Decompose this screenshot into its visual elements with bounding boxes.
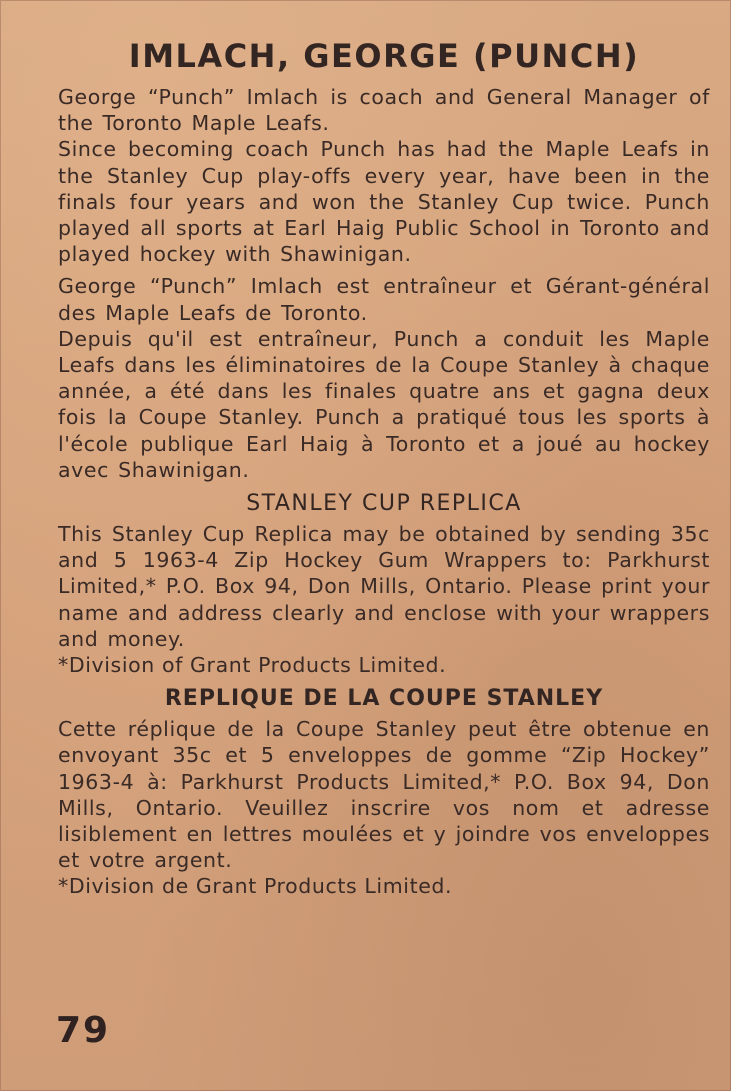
bio-english-line-2: Since becoming coach Punch has had the Maple Leafs in the Stanley Cup play-offs every year, have been in the finals four years and won the Stanley Cup twice. Punch played all sports at Earl Haig Public School in Toronto and played hockey with Shawinigan. xyxy=(58,137,710,267)
card-number: 79 xyxy=(56,1010,111,1051)
card-content xyxy=(58,34,710,906)
card-title: IMLACH, GEORGE (PUNCH) xyxy=(128,37,640,75)
offer-french-footnote: *Division de Grant Products Limited. xyxy=(58,874,453,899)
bio-french xyxy=(58,273,710,483)
bio-french-line-1: George “Punch” Imlach est entraîneur et Gérant-général des Maple Leafs de Toronto. xyxy=(58,274,710,325)
bio-english xyxy=(58,84,710,267)
offer-english-footnote: *Division of Grant Products Limited. xyxy=(58,653,447,678)
offer-english-body: This Stanley Cup Replica may be obtained by sending 35c and 5 1963-4 Zip Hockey Gum Wrappers to: Parkhurst Limited,* P.O. Box 94, Don Mills, Ontario. Please print your name and address clearly and enclose with your wrappers and money. xyxy=(58,522,710,651)
bio-english-line-1: George “Punch” Imlach is coach and General Manager of the Toronto Maple Leafs. xyxy=(58,85,710,136)
bio-french-line-2: Depuis qu'il est entraîneur, Punch a conduit les Maple Leafs dans les éliminatoires de la Coupe Stanley à chaque année, a été dans les finales quatre ans et gagna deux fois la Coupe Stanley. Punch a pratiqué tous les sports à l'école publique Earl Haig à Toronto et a joué au hockey avec Shawinigan. xyxy=(58,326,710,482)
offer-english-heading: STANLEY CUP REPLICA xyxy=(246,491,522,517)
offer-french-body: Cette réplique de la Coupe Stanley peut être obtenue en envoyant 35c et 5 enveloppes de gomme “Zip Hockey” 1963-4 à: Parkhurst Products Limited,* P.O. Box 94, Don Mills, Ontario. Veuillez inscrire vos nom et adresse lisiblement en lettres moulées et y joindre vos enveloppes et votre argent. xyxy=(58,717,710,873)
offer-english xyxy=(58,489,710,678)
offer-french xyxy=(58,684,710,899)
offer-french-heading: REPLIQUE DE LA COUPE STANLEY xyxy=(164,686,604,712)
